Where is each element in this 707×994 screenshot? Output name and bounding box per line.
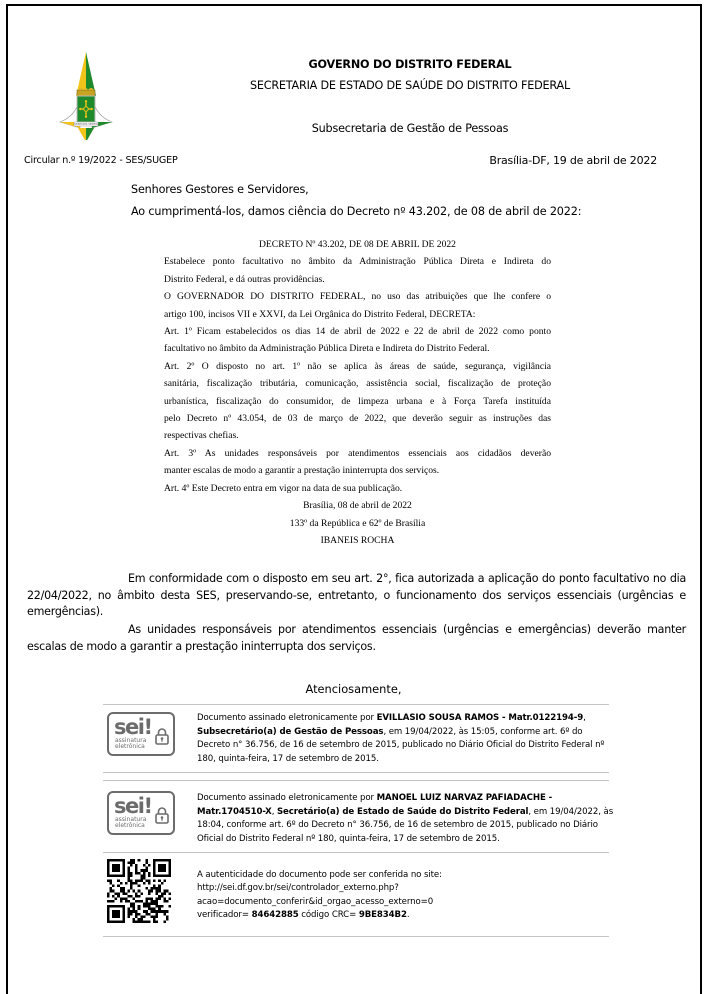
sei-word: sei! [114, 715, 152, 739]
decree-era: 133º da República e 62º de Brasília [289, 517, 426, 529]
sei-subtitle [115, 817, 146, 830]
intro-text: Ao cumprimentá-los, damos ciência do Decreto nº 43.202, de 08 de abril de 2022: [131, 205, 582, 218]
divider [103, 704, 609, 705]
signature-prefix: Documento assinado eletronicamente por [197, 713, 377, 723]
signer-name: EVILLASIO SOUSA RAMOS - Matr.0122194-9 [376, 713, 584, 723]
crc-code: 9BE834B2 [358, 910, 407, 921]
qr-modules [107, 859, 171, 923]
crc-label: código CRC= [298, 910, 359, 921]
decree-art2-line: Art. 2º O disposto no art. 1º não se aplica às áreas de saúde, segurança, vigilância [164, 360, 551, 372]
signature-separator: , [271, 806, 277, 817]
verification-end: . [406, 910, 410, 921]
verification-codes [197, 909, 617, 922]
verificador-label: verificador= [197, 910, 252, 921]
closing: Atenciosamente, [305, 682, 402, 696]
divider [103, 936, 609, 937]
decree-art3-line: Art. 3º As unidades responsáveis por atendimentos essenciais aos cidadãos deverão [164, 447, 551, 459]
signature-record [197, 712, 617, 766]
document-date: Brasília-DF, 19 de abril de 2022 [489, 154, 657, 167]
sei-sub-line: assinatura [115, 816, 147, 823]
decree-place-date: Brasília, 08 de abril de 2022 [303, 500, 412, 512]
body-paragraph [27, 571, 686, 621]
sei-sub-line: assinatura [115, 737, 147, 744]
decree-signer: IBANEIS ROCHA [320, 534, 395, 546]
lock-icon [155, 727, 169, 745]
body-paragraph-text: Em conformidade com o disposto em seu art. 2°, fica autorizada a aplicação do ponto facultativo no dia 22/04/2022, no âmbito desta SES, preservando-se, entretanto, o funcionamento dos serviços essenciais (urgências e emergências). [27, 572, 686, 619]
secretariat-title: SECRETARIA DE ESTADO DE SAÚDE DO DISTRITO FEDERAL [249, 79, 571, 92]
divider [103, 780, 609, 781]
decree-art1-line: facultativo no âmbito da Administração Pública Direta e Indireta do Distrito Federal. [164, 343, 490, 355]
decree-preamble-line: O GOVERNADOR DO DISTRITO FEDERAL, no uso das atribuições que lhe confere o [164, 291, 551, 303]
decree-art4: Art. 4º Este Decreto entra em vigor na data de sua publicação. [164, 482, 403, 494]
verification-info [197, 869, 617, 923]
signature-record [197, 792, 617, 846]
brasao-distrito-federal-icon [58, 50, 114, 140]
decree-excerpt [164, 236, 551, 549]
decree-art2-line: urbanística, fiscalização do consumidor, de limpeza urbana e à Força Tarefa instituída [164, 395, 551, 407]
circular-number: Circular n.º 19/2022 - SES/SUGEP [24, 155, 178, 166]
verification-url: http://sei.df.gov.br/sei/controlador_externo.php? [197, 883, 399, 894]
signature-prefix: Documento assinado eletronicamente por [197, 793, 377, 803]
qr-code-icon [107, 859, 171, 923]
greeting: Senhores Gestores e Servidores, [131, 183, 309, 196]
sei-sub-line: eletrônica [115, 743, 145, 751]
decree-art1-line: Art. 1º Ficam estabelecidos os dias 14 de abril de 2022 e 22 de abril de 2022 como ponto [164, 326, 551, 338]
subsecretariat-title: Subsecretaria de Gestão de Pessoas [311, 122, 509, 135]
decree-summary-line: Distrito Federal, e dá outras providências. [164, 273, 325, 285]
government-title: GOVERNO DO DISTRITO FEDERAL [308, 58, 512, 71]
signer-role: Subsecretário(a) de Gestão de Pessoas [197, 726, 384, 737]
decree-title: DECRETO Nº 43.202, DE 08 DE ABRIL DE 2022 [259, 239, 456, 250]
divider [103, 772, 609, 773]
signature-separator: , [583, 713, 586, 723]
body-paragraph [27, 622, 686, 655]
verification-line: A autenticidade do documento pode ser conferida no site: [197, 870, 442, 880]
sei-word: sei! [114, 794, 152, 818]
signer-name: MANOEL LUIZ NARVAZ PAFIADACHE - Matr.1704510-X [197, 793, 553, 817]
decree-preamble-line: artigo 100, incisos VII e XXVI, da Lei Orgânica do Distrito Federal, DECRETA: [164, 308, 476, 320]
sei-subtitle [115, 738, 146, 751]
decree-art2-line: sanitária, fiscalização tributária, comunicação, assistência social, fiscalização de proteção [164, 378, 551, 390]
sei-sub-line: eletrônica [115, 822, 145, 830]
sei-assinatura-eletronica-icon [107, 712, 175, 756]
signer-role: Secretário(a) de Estado de Saúde do Distrito Federal [276, 806, 529, 817]
decree-art2-line: respectivas chefias. [164, 430, 239, 442]
verification-url-params: acao=documento_conferir&id_orgao_acesso_externo=0 [197, 896, 434, 907]
decree-summary-line: Estabelece ponto facultativo no âmbito da Administração Pública Direta e Indireta do [164, 256, 551, 268]
divider [103, 852, 609, 853]
decree-art2-line: pelo Decreto nº 43.054, de 03 de março de 2022, que deverão seguir as instruções das [164, 413, 551, 425]
signature-details: , em 19/04/2022, às 18:04, conforme art. 6º do Decreto n° 36.756, de 16 de setembro de 2015, publicado no Diário Oficial do Distrito Federal nº 180, quinta-feira, 17 de setembro de 2015. [197, 806, 614, 844]
logo-motto: VENTURIS VENTIS [74, 123, 98, 127]
sei-assinatura-eletronica-icon [107, 791, 175, 835]
decree-art3-line: manter escalas de modo a garantir a prestação ininterrupta dos serviços. [164, 465, 440, 477]
signature-details: , em 19/04/2022, às 15:05, conforme art. 6º do Decreto n° 36.756, de 16 de setembro de 2015, publicado no Diário Oficial do Distrito Federal nº 180, quinta-feira, 17 de setembro de 2015. [197, 726, 605, 764]
verificador-code: 84642885 [251, 910, 299, 921]
lock-icon [155, 806, 169, 824]
body-paragraph-text: As unidades responsáveis por atendimentos essenciais (urgências e emergências) deverão manter escalas de modo a garantir a prestação ininterrupta dos serviços. [27, 623, 686, 653]
